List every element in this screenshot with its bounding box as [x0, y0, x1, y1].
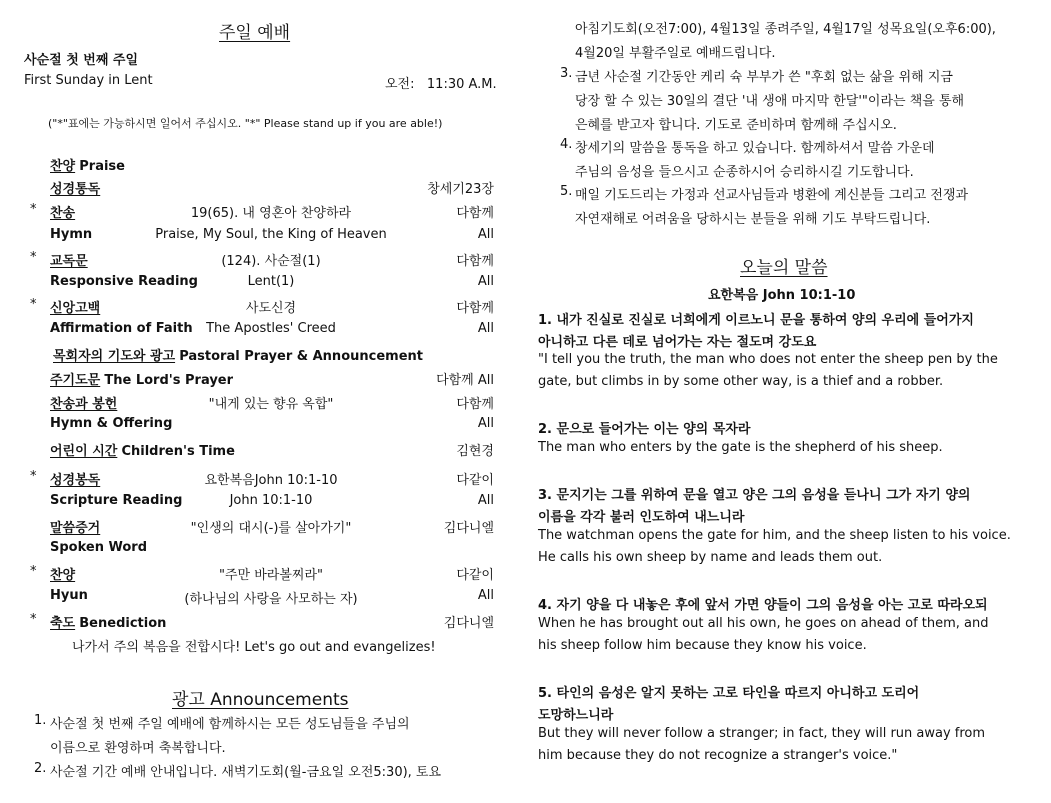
row-label: [50, 588, 88, 603]
row-label: [50, 369, 233, 388]
stand-note: ("*"표에는 가능하시면 일어서 주십시오. "*" Please stand up if you are able!): [48, 117, 443, 130]
passage-reference: 요한복음 John 10:1-10: [708, 288, 856, 303]
row-label-english: Praise: [79, 159, 125, 174]
announcement-number: 1.: [34, 713, 47, 728]
row-label-english: Hymn: [50, 227, 93, 242]
row-detail: 19(65). 내 영혼아 찬양하라: [190, 206, 352, 221]
row-label-korean: 찬양: [50, 568, 76, 583]
row-label: [50, 227, 92, 242]
row-label-english: Children's Time: [121, 444, 235, 459]
row-leader: All: [477, 416, 494, 431]
row-label: [50, 612, 166, 631]
announcement-line: 사순절 기간 예배 안내입니다. 새벽기도회(월-금요일 오전5:30), 토요: [50, 765, 442, 780]
row-label-korean: 목회자의 기도와 광고: [53, 349, 176, 364]
verse-english-line: When he has brought out all his own, he goes on ahead of them, and: [538, 616, 989, 631]
worship-title: 주일 예배: [219, 23, 291, 43]
verse-korean-line: 2. 문으로 들어가는 이는 양의 목자라: [538, 422, 751, 437]
row-label: [50, 202, 75, 221]
row-label-english: Affirmation of Faith: [50, 321, 193, 336]
row-label-korean: 말씀증거: [50, 521, 101, 536]
row-detail: John 10:1-10: [229, 493, 313, 508]
row-label-korean: 주기도문: [50, 373, 101, 388]
row-leader: All: [477, 274, 494, 289]
row-label-korean: 교독문: [50, 254, 88, 269]
verse-korean-line: 아니하고 다른 데로 넘어가는 자는 절도며 강도요: [538, 335, 817, 350]
announcement-line: 아침기도회(오전7:00), 4월13일 종려주일, 4월17일 성목요일(오후6:00),: [575, 22, 996, 37]
announcement-number: 4.: [560, 137, 573, 152]
row-star: *: [30, 612, 37, 627]
row-leader: 김다니엘: [443, 521, 494, 536]
announcement-line: 이름으로 환영하며 축복합니다.: [50, 741, 226, 756]
row-label: [50, 178, 100, 197]
announcement-line: 자연재해로 어려움을 당하시는 분들을 위해 기도 부탁드립니다.: [575, 212, 931, 227]
row-label: [50, 250, 88, 269]
row-leader: 다함께 All: [436, 373, 494, 388]
verse-korean-line: 도망하느니라: [538, 708, 614, 723]
verse-english-line: The watchman opens the gate for him, and the sheep listen to his voice.: [538, 528, 1011, 543]
row-label: [50, 155, 125, 174]
announcements-title: 광고 Announcements: [172, 690, 349, 710]
row-label-korean: 성경봉독: [50, 473, 101, 488]
announcement-line: 당장 할 수 있는 30일의 결단 '내 생애 마지막 한달'"이라는 책을 통해: [575, 94, 965, 109]
row-detail: "인생의 대시(-)를 살아가기": [190, 521, 352, 536]
row-leader: 다같이: [456, 473, 494, 488]
row-detail: (하나님의 사랑을 사모하는 자): [184, 592, 358, 607]
verse-korean-line: 5. 타인의 음성은 알지 못하는 고로 타인을 따르지 아니하고 도리어: [538, 686, 920, 701]
verse-english-line: gate, but climbs in by some other way, is a thief and a robber.: [538, 374, 944, 389]
row-leader: 창세기23장: [427, 182, 494, 197]
row-label: [50, 416, 172, 431]
row-label: [50, 469, 100, 488]
verse-korean-line: 이름을 각각 불러 인도하여 내느니라: [538, 510, 745, 525]
row-label-korean: 찬양: [50, 159, 76, 174]
row-star: *: [30, 250, 37, 265]
row-label-english: Hyun: [50, 588, 88, 603]
announcement-line: 매일 기도드리는 가정과 선교사님들과 병환에 계신분들 그리고 전쟁과: [575, 188, 969, 203]
row-leader: 다함께: [456, 301, 494, 316]
announcement-line: 주님의 음성을 들으시고 순종하시어 승리하시길 기도합니다.: [575, 165, 914, 180]
row-detail: 요한복음John 10:1-10: [204, 473, 338, 488]
row-label: [50, 564, 75, 583]
row-leader: All: [477, 493, 494, 508]
row-star: *: [30, 202, 37, 217]
time-value: 11:30 A.M.: [426, 77, 497, 92]
row-leader: 다같이: [456, 568, 494, 583]
row-star: *: [30, 297, 37, 312]
row-label-english: Hymn & Offering: [50, 416, 173, 431]
verse-english-line: But they will never follow a stranger; in fact, they will run away from: [538, 726, 986, 741]
announcement-line: 금년 사순절 기간동안 케리 슉 부부가 쓴 "후회 없는 삶을 위해 지금: [575, 70, 953, 85]
row-detail: Praise, My Soul, the King of Heaven: [155, 227, 387, 242]
row-label: [50, 517, 100, 536]
row-label-english: Responsive Reading: [50, 274, 198, 289]
row-label-korean: 축도: [50, 616, 76, 631]
verse-korean-line: 4. 자기 양을 다 내놓은 후에 앞서 가면 양들이 그의 음성을 아는 고로 따라오되: [538, 598, 988, 613]
row-leader: All: [477, 588, 494, 603]
todays-word-title: 오늘의 말씀: [740, 258, 828, 278]
verse-korean-line: 1. 내가 진실로 진실로 너희에게 이르노니 문을 통하여 양의 우리에 들어가지: [538, 313, 974, 328]
row-label-english: Benediction: [79, 616, 167, 631]
row-label: [50, 540, 147, 555]
row-detail: "주만 바라볼찌라": [219, 568, 323, 583]
announcement-number: 5.: [560, 184, 573, 199]
announcement-line: 4월20일 부활주일로 예배드립니다.: [575, 46, 776, 61]
row-label: [50, 274, 198, 289]
row-leader: 다함께: [456, 206, 494, 221]
verse-english-line: his sheep follow him because they know his voice.: [538, 638, 867, 653]
row-detail: 사도신경: [245, 301, 297, 316]
row-label-korean: 어린이 시간: [50, 444, 118, 459]
row-label-korean: 성경통독: [50, 182, 101, 197]
row-label-korean: 신앙고백: [50, 301, 101, 316]
closing-line: 나가서 주의 복음을 전합시다! Let's go out and evangelizes!: [72, 640, 436, 655]
announcement-number: 3.: [560, 66, 573, 81]
row-label: [50, 393, 117, 412]
row-detail: The Apostles' Creed: [206, 321, 336, 336]
row-detail: (124). 사순절(1): [221, 254, 321, 269]
row-label: [50, 321, 193, 336]
verse-english-line: him because they do not recognize a stranger's voice.": [538, 748, 898, 763]
row-star: *: [30, 564, 37, 579]
announcement-line: 창세기의 말씀을 통독을 하고 있습니다. 함께하셔서 말씀 가운데: [575, 141, 935, 156]
row-detail: "내게 있는 향유 옥합": [208, 397, 334, 412]
row-leader: All: [477, 227, 494, 242]
row-detail: Lent(1): [247, 274, 295, 289]
verse-english-line: "I tell you the truth, the man who does not enter the sheep pen by the: [538, 352, 998, 367]
announcement-line: 사순절 첫 번째 주일 예배에 함께하시는 모든 성도님들을 주님의: [50, 717, 410, 732]
row-leader: All: [477, 321, 494, 336]
row-leader: 다함께: [456, 397, 494, 412]
verse-english-line: He calls his own sheep by name and leads them out.: [538, 550, 883, 565]
subtitle-english: First Sunday in Lent: [24, 73, 153, 88]
row-label: [53, 345, 423, 364]
row-label: [50, 493, 182, 508]
row-label-english: The Lord's Prayer: [104, 373, 234, 388]
row-star: *: [30, 469, 37, 484]
row-leader: 다함께: [456, 254, 494, 269]
verse-english-line: The man who enters by the gate is the shepherd of his sheep.: [538, 440, 943, 455]
row-label: [50, 297, 100, 316]
row-leader: 김현경: [456, 444, 494, 459]
time-label: 오전:: [385, 77, 415, 92]
announcement-number: 2.: [34, 761, 47, 776]
verse-korean-line: 3. 문지기는 그를 위하여 문을 열고 양은 그의 음성을 듣나니 그가 자기 양의: [538, 488, 971, 503]
subtitle-korean: 사순절 첫 번째 주일: [24, 53, 139, 68]
row-label-english: Scripture Reading: [50, 493, 183, 508]
row-label-korean: 찬송: [50, 206, 76, 221]
row-label: [50, 440, 235, 459]
row-leader: 김다니엘: [443, 616, 494, 631]
announcement-line: 은혜를 받고자 합니다. 기도로 준비하며 함께해 주십시오.: [575, 118, 897, 133]
row-label-korean: 찬송과 봉헌: [50, 397, 118, 412]
row-label-english: Spoken Word: [50, 540, 148, 555]
row-label-english: Pastoral Prayer & Announcement: [179, 349, 423, 364]
service-time: [385, 73, 497, 92]
